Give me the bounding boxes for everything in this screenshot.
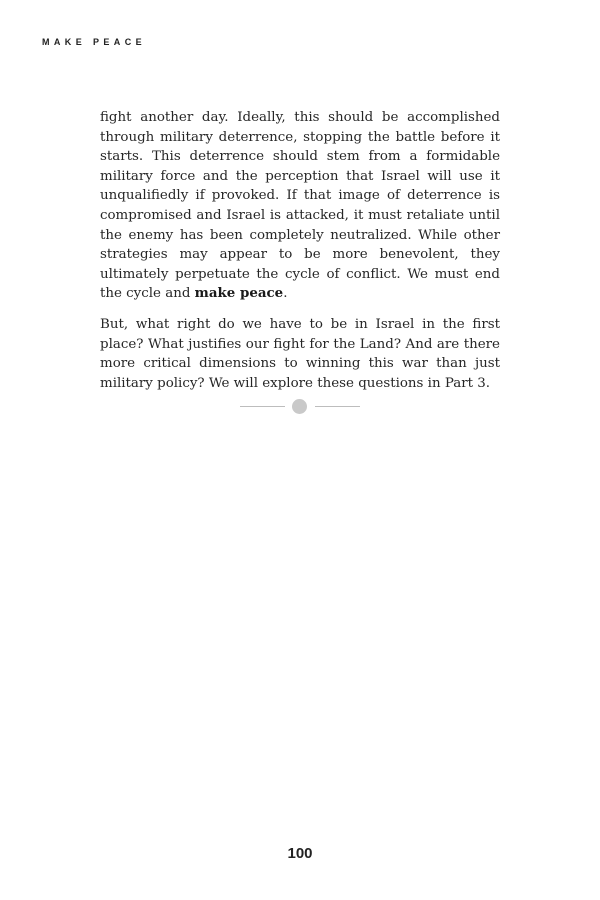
paragraph-1 — [100, 108, 500, 304]
page-number: 100 — [287, 845, 313, 862]
paragraph-2: But, what right do we have to be in Israel in the first place? What justifies our fight for the Land? And are there more critical dimensions to winning this war than just military policy? We will explore these questions in Part 3. — [100, 316, 500, 391]
body-text — [100, 108, 500, 404]
divider-rule-left — [240, 406, 285, 407]
divider-rule-right — [315, 406, 360, 407]
section-divider-ornament — [240, 398, 360, 414]
paragraph-1-emphasis: make peace — [194, 285, 284, 302]
paragraph-1-text: fight another day. Ideally, this should be accomplished through military deterrence, stopping the battle before it starts. This deterrence should stem from a formidable military force and the perception that Israel will use it unqualifiedly if provoked. If that image of deterrence is compromised and Israel is attacked, it must retaliate until the enemy has been completely neutralized. While other strategies may appear to be more benevolent, they ultimately perpetuate the cycle of conflict. We must end the cycle and — [100, 110, 500, 302]
paragraph-1-end: . — [283, 286, 288, 302]
divider-dot-icon — [292, 399, 307, 414]
running-head: MAKE PEACE — [42, 37, 147, 47]
